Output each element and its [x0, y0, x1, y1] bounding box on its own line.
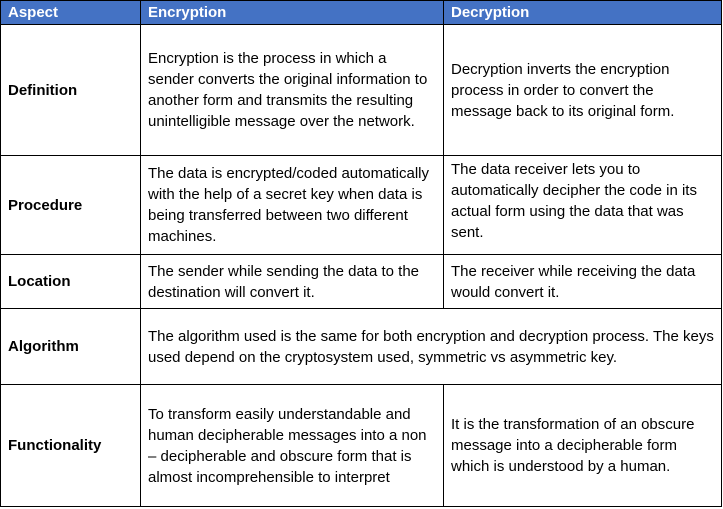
- aspect-cell: Algorithm: [1, 309, 141, 385]
- header-encryption: Encryption: [141, 1, 444, 25]
- table-row-functionality: [1, 385, 722, 507]
- decryption-cell: The data receiver lets you to automatically decipher the code in its actual form using the data that was sent.: [444, 156, 722, 255]
- encryption-cell: To transform easily understandable and human decipherable messages into a non – decipherable and obscure form that is almost incomprehensible to interpret: [141, 385, 444, 507]
- encryption-cell: Encryption is the process in which a sender converts the original information to another form and transmits the resulting unintelligible message over the network.: [141, 25, 444, 156]
- aspect-cell: Procedure: [1, 156, 141, 255]
- aspect-cell: Definition: [1, 25, 141, 156]
- aspect-cell: Functionality: [1, 385, 141, 507]
- header-decryption: Decryption: [444, 1, 722, 25]
- table-body: [1, 25, 722, 507]
- decryption-cell: The receiver while receiving the data would convert it.: [444, 255, 722, 309]
- table-header: [1, 1, 722, 25]
- table-row-procedure: [1, 156, 722, 255]
- decryption-cell: Decryption inverts the encryption process in order to convert the message back to its original form.: [444, 25, 722, 156]
- encryption-cell: The sender while sending the data to the destination will convert it.: [141, 255, 444, 309]
- header-row: [1, 1, 722, 25]
- encryption-cell: The data is encrypted/coded automatically with the help of a secret key when data is being transferred between two different machines.: [141, 156, 444, 255]
- table-row-location: [1, 255, 722, 309]
- header-aspect: Aspect: [1, 1, 141, 25]
- aspect-cell: Location: [1, 255, 141, 309]
- decryption-cell: It is the transformation of an obscure message into a decipherable form which is understood by a human.: [444, 385, 722, 507]
- combined-cell: The algorithm used is the same for both encryption and decryption process. The keys used depend on the cryptosystem used, symmetric vs asymmetric key.: [141, 309, 722, 385]
- table-row-algorithm: [1, 309, 722, 385]
- table-row-definition: [1, 25, 722, 156]
